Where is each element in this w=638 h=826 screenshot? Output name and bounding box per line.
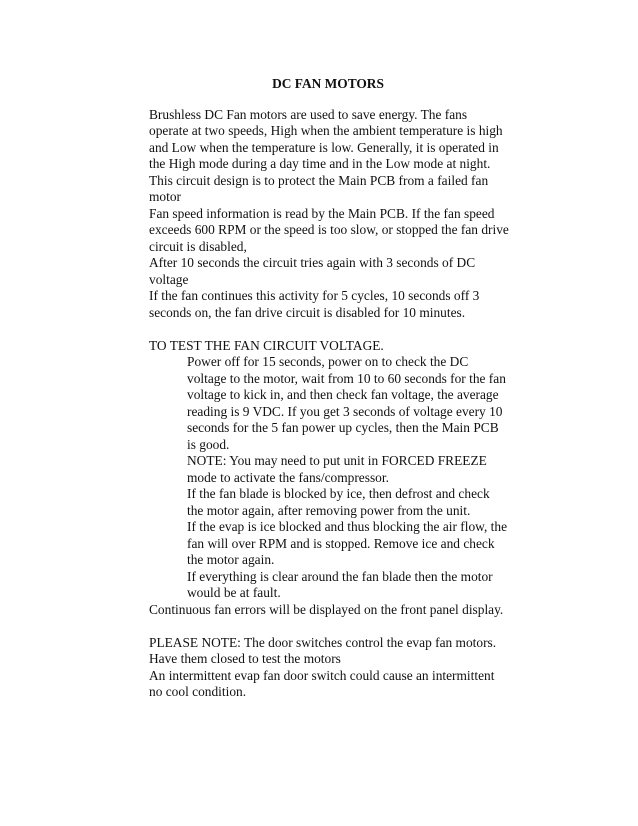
text-line: is good. [187, 436, 230, 452]
text-line: If the evap is ice blocked and thus blocking the air flow, the [187, 519, 508, 534]
text-line: After 10 seconds the circuit tries again with 3 seconds of DC [149, 255, 476, 270]
text-line: mode to activate the fans/compressor. [187, 469, 389, 485]
text-line: An intermittent evap fan door switch could cause an intermittent [149, 667, 495, 683]
text-line: seconds for the 5 fan power up cycles, then the Main PCB [187, 420, 499, 435]
text-line: the High mode during a day time and in the Low mode at night. [149, 156, 491, 171]
text-line: voltage to the motor, wait from 10 to 60 seconds for the fan [187, 370, 506, 386]
text-line: operate at two speeds, High when the ambient temperature is high [149, 123, 503, 138]
test-heading: TO TEST THE FAN CIRCUIT VOLTAGE. [149, 337, 384, 353]
intro-paragraph [149, 106, 509, 322]
continuous-errors-line: Continuous fan errors will be displayed on the front panel display. [149, 601, 504, 617]
document-page [149, 76, 509, 701]
text-line: seconds on, the fan drive circuit is disabled for 10 minutes. [149, 304, 466, 320]
text-line: motor [149, 189, 181, 204]
text-line: If the fan blade is blocked by ice, then defrost and check [187, 486, 490, 501]
text-line: fan will over RPM and is stopped. Remove ice and check [187, 535, 495, 551]
text-line: If the fan continues this activity for 5 cycles, 10 seconds off 3 [149, 288, 480, 303]
text-line: no cool condition. [149, 684, 247, 699]
text-line: the motor again, after removing power from the unit. [187, 502, 471, 518]
text-line: Power off for 15 seconds, power on to check the DC [187, 354, 469, 369]
text-line: voltage to kick in, and then check fan voltage, the average [187, 387, 499, 402]
text-line: and Low when the temperature is low. Generally, it is operated in [149, 139, 499, 155]
text-line: voltage [149, 271, 189, 287]
text-line: circuit is disabled, [149, 238, 247, 254]
text-line: Have them closed to test the motors [149, 651, 341, 666]
test-instructions [149, 354, 508, 602]
text-line: would be at fault. [187, 585, 281, 600]
document-title: DC FAN MOTORS [272, 76, 384, 91]
text-line: exceeds 600 RPM or the speed is too slow, or stopped the fan drive [149, 222, 509, 237]
please-note-paragraph [149, 635, 499, 701]
text-line: This circuit design is to protect the Main PCB from a failed fan [149, 172, 489, 188]
text-line: reading is 9 VDC. If you get 3 seconds of voltage every 10 [187, 403, 503, 419]
text-line: PLEASE NOTE: The door switches control the evap fan motors. [149, 634, 497, 650]
text-line: the motor again. [187, 552, 275, 567]
text-line: If everything is clear around the fan blade then the motor [187, 568, 493, 584]
text-line: NOTE: You may need to put unit in FORCED FREEZE [187, 453, 487, 468]
text-line: Fan speed information is read by the Main PCB. If the fan speed [149, 205, 495, 221]
text-line: Brushless DC Fan motors are used to save energy. The fans [149, 106, 468, 122]
